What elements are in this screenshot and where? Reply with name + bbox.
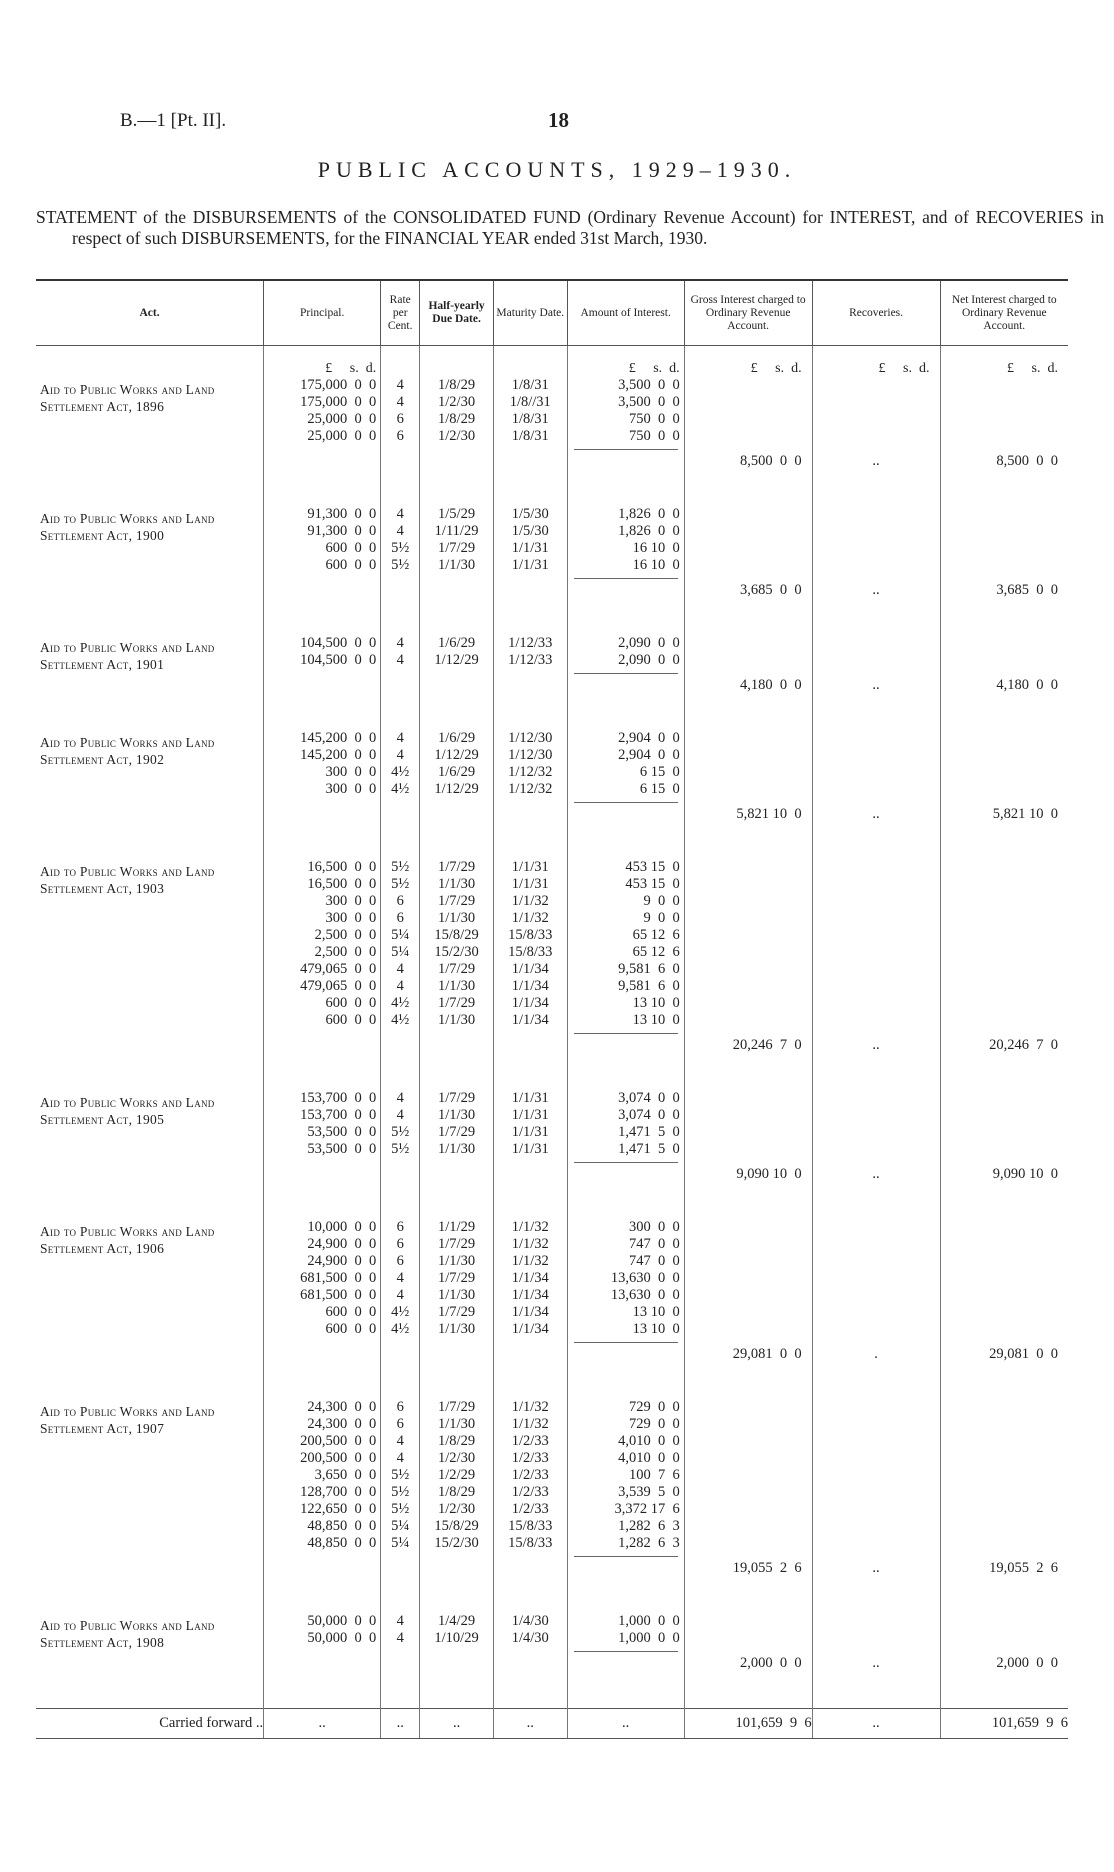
disbursements-table-wrapper xyxy=(36,279,1068,1739)
due-date-values-cell xyxy=(420,377,494,506)
maturity-values: 1/4/30 1/4/30 xyxy=(511,1613,549,1646)
due-date-values: 1/6/29 1/12/29 1/6/29 1/12/29 xyxy=(434,730,479,797)
maturity-values: 1/12/30 1/12/30 1/12/32 1/12/32 xyxy=(508,730,553,797)
recoveries-value-cell xyxy=(812,1399,940,1613)
recoveries-value: .. xyxy=(872,677,880,693)
amount-values-cell xyxy=(567,859,684,1090)
units-principal: £ s. d. xyxy=(264,346,381,378)
due-date-values-cell xyxy=(420,635,494,730)
recoveries-value-cell xyxy=(812,1090,940,1219)
gross-total-cell xyxy=(684,859,812,1090)
amount-values-cell xyxy=(567,730,684,859)
due-date-values: 1/5/29 1/11/29 1/7/29 1/1/30 xyxy=(434,506,479,573)
net-total: 20,246 7 0 xyxy=(989,1037,1058,1053)
subtotal-rule xyxy=(574,1162,678,1163)
maturity-values-cell xyxy=(493,1613,567,1709)
col-recoveries: Recoveries. xyxy=(812,280,940,346)
units-due xyxy=(420,346,494,378)
act-name: Aid to Public Works and Land Settlement Act, 1900 xyxy=(40,511,215,543)
recoveries-value: .. xyxy=(872,582,880,598)
amount-values: 2,904 0 0 2,904 0 0 6 15 0 6 15 0 xyxy=(618,730,680,797)
units-rate xyxy=(381,346,420,378)
principal-values-cell xyxy=(264,730,381,859)
amount-values: 1,826 0 0 1,826 0 0 16 10 0 16 10 0 xyxy=(618,506,680,573)
units-recoveries: £ s. d. xyxy=(812,346,940,378)
principal-values: 91,300 0 0 91,300 0 0 600 0 0 600 0 0 xyxy=(307,506,377,573)
gross-total: 20,246 7 0 xyxy=(732,1037,802,1053)
principal-values: 104,500 0 0 104,500 0 0 xyxy=(300,635,377,668)
due-date-values: 1/6/29 1/12/29 xyxy=(434,635,479,668)
amount-values-cell xyxy=(567,1090,684,1219)
principal-values: 24,300 0 0 24,300 0 0 200,500 0 0 200,500 0 0 3,650 0 0 128,700 0 0 122,650 0 0 48,850 0 0 48,850 0 0 xyxy=(300,1399,377,1551)
act-group-row xyxy=(36,730,1068,859)
subtotal-rule xyxy=(574,1342,678,1343)
cf-gross: 101,659 9 6 xyxy=(684,1709,812,1739)
recoveries-value-cell xyxy=(812,506,940,635)
rate-values: 4 4 5½ 5½ xyxy=(391,1090,410,1157)
act-group-row xyxy=(36,1219,1068,1399)
col-principal: Principal. xyxy=(264,280,381,346)
disbursements-table xyxy=(36,279,1068,1739)
act-name: Aid to Public Works and Land Settlement Act, 1902 xyxy=(40,735,215,767)
maturity-values: 1/8/31 1/8//31 1/8/31 1/8/31 xyxy=(509,377,551,444)
rate-values: 4 4 xyxy=(396,1613,404,1646)
net-total: 5,821 10 0 xyxy=(992,806,1058,822)
principal-values: 153,700 0 0 153,700 0 0 53,500 0 0 53,500 0 0 xyxy=(300,1090,377,1157)
net-total: 4,180 0 0 xyxy=(996,677,1058,693)
gross-total: 2,000 0 0 xyxy=(739,1655,802,1671)
due-date-values-cell xyxy=(420,506,494,635)
recoveries-value-cell xyxy=(812,1613,940,1709)
maturity-values: 1/12/33 1/12/33 xyxy=(508,635,553,668)
recoveries-value: .. xyxy=(872,1655,880,1671)
subtotal-rule xyxy=(574,802,678,803)
act-group-row xyxy=(36,859,1068,1090)
principal-values-cell xyxy=(264,506,381,635)
gross-total: 29,081 0 0 xyxy=(732,1346,802,1362)
gross-total-cell xyxy=(684,635,812,730)
gross-total: 8,500 0 0 xyxy=(739,453,802,469)
act-name: Aid to Public Works and Land Settlement Act, 1905 xyxy=(40,1095,215,1127)
due-date-values: 1/8/29 1/2/30 1/8/29 1/2/30 xyxy=(438,377,476,444)
subtotal-rule xyxy=(574,1033,678,1034)
act-group-row xyxy=(36,1613,1068,1709)
rate-values-cell xyxy=(381,506,420,635)
net-total-cell xyxy=(940,506,1068,635)
units-amount: £ s. d. xyxy=(567,346,684,378)
subtotal-rule xyxy=(574,1556,678,1557)
net-total-cell xyxy=(940,1090,1068,1219)
net-total-cell xyxy=(940,1219,1068,1399)
maturity-values-cell xyxy=(493,506,567,635)
amount-values-cell xyxy=(567,377,684,506)
gross-total-cell xyxy=(684,1399,812,1613)
subtotal-rule xyxy=(574,1651,678,1652)
act-name-cell xyxy=(36,1090,264,1219)
units-maturity xyxy=(493,346,567,378)
principal-values-cell xyxy=(264,859,381,1090)
due-date-values: 1/4/29 1/10/29 xyxy=(434,1613,479,1646)
carried-forward-row xyxy=(36,1709,1068,1739)
rate-values: 4 4 xyxy=(396,635,404,668)
net-total: 2,000 0 0 xyxy=(996,1655,1058,1671)
rate-values-cell xyxy=(381,859,420,1090)
act-name: Aid to Public Works and Land Settlement Act, 1896 xyxy=(40,382,215,414)
recoveries-value-cell xyxy=(812,377,940,506)
amount-values-cell xyxy=(567,1613,684,1709)
net-total: 19,055 2 6 xyxy=(989,1560,1058,1576)
gross-total-cell xyxy=(684,1090,812,1219)
net-total-cell xyxy=(940,635,1068,730)
gross-total: 9,090 10 0 xyxy=(736,1166,802,1182)
cf-principal: .. xyxy=(264,1709,381,1739)
gross-total-cell xyxy=(684,1219,812,1399)
rate-values-cell xyxy=(381,1613,420,1709)
col-rate: Rate per Cent. xyxy=(381,280,420,346)
act-group-row xyxy=(36,506,1068,635)
gross-total: 5,821 10 0 xyxy=(736,806,802,822)
act-name-cell xyxy=(36,1219,264,1399)
act-name-cell xyxy=(36,730,264,859)
principal-values: 145,200 0 0 145,200 0 0 300 0 0 300 0 0 xyxy=(300,730,377,797)
col-due-date: Half-yearly Due Date. xyxy=(420,280,494,346)
act-group-row xyxy=(36,1090,1068,1219)
col-amount: Amount of Interest. xyxy=(567,280,684,346)
recoveries-value: .. xyxy=(872,806,880,822)
amount-values: 1,000 0 0 1,000 0 0 xyxy=(618,1613,680,1646)
amount-values: 2,090 0 0 2,090 0 0 xyxy=(618,635,680,668)
maturity-values: 1/1/32 1/1/32 1/1/32 1/1/34 1/1/34 1/1/34 1/1/34 xyxy=(511,1219,549,1337)
subtotal-rule xyxy=(574,673,678,674)
table-header-row xyxy=(36,280,1068,346)
principal-values: 175,000 0 0 175,000 0 0 25,000 0 0 25,000 0 0 xyxy=(300,377,377,444)
net-total: 8,500 0 0 xyxy=(996,453,1058,469)
page-number: 18 xyxy=(548,108,569,132)
rate-values-cell xyxy=(381,1090,420,1219)
act-name-cell xyxy=(36,1399,264,1613)
col-gross: Gross Interest charged to Ordinary Revenue Account. xyxy=(684,280,812,346)
gross-total: 4,180 0 0 xyxy=(739,677,802,693)
rate-values-cell xyxy=(381,635,420,730)
maturity-values-cell xyxy=(493,377,567,506)
net-total-cell xyxy=(940,730,1068,859)
principal-values: 10,000 0 0 24,900 0 0 24,900 0 0 681,500 0 0 681,500 0 0 600 0 0 600 0 0 xyxy=(300,1219,377,1337)
gross-total: 19,055 2 6 xyxy=(732,1560,802,1576)
amount-values: 729 0 0 729 0 0 4,010 0 0 4,010 0 0 100 7 6 3,539 5 0 3,372 17 6 1,282 6 3 1,282 6 3 xyxy=(614,1399,680,1551)
recoveries-value-cell xyxy=(812,1219,940,1399)
maturity-values: 1/1/31 1/1/31 1/1/32 1/1/32 15/8/33 15/8/33 1/1/34 1/1/34 1/1/34 1/1/34 xyxy=(508,859,553,1028)
amount-values: 3,500 0 0 3,500 0 0 750 0 0 750 0 0 xyxy=(618,377,680,444)
act-name-cell xyxy=(36,377,264,506)
gross-total-cell xyxy=(684,730,812,859)
units-row xyxy=(36,346,1068,378)
units-act xyxy=(36,346,264,378)
net-total: 29,081 0 0 xyxy=(989,1346,1058,1362)
amount-values-cell xyxy=(567,506,684,635)
subtotal-rule xyxy=(574,578,678,579)
subtotal-rule xyxy=(574,449,678,450)
recoveries-value: .. xyxy=(872,453,880,469)
act-name-cell xyxy=(36,859,264,1090)
rate-values-cell xyxy=(381,730,420,859)
amount-values: 300 0 0 747 0 0 747 0 0 13,630 0 0 13,630 0 0 13 10 0 13 10 0 xyxy=(610,1219,680,1337)
rate-values-cell xyxy=(381,377,420,506)
act-name: Aid to Public Works and Land Settlement Act, 1901 xyxy=(40,640,215,672)
act-name: Aid to Public Works and Land Settlement Act, 1903 xyxy=(40,864,215,896)
maturity-values-cell xyxy=(493,859,567,1090)
principal-values: 16,500 0 0 16,500 0 0 300 0 0 300 0 0 2,500 0 0 2,500 0 0 479,065 0 0 479,065 0 0 600 0 0 600 0 0 xyxy=(300,859,377,1028)
maturity-values: 1/1/31 1/1/31 1/1/31 1/1/31 xyxy=(511,1090,549,1157)
principal-values: 50,000 0 0 50,000 0 0 xyxy=(307,1613,377,1646)
principal-values-cell xyxy=(264,377,381,506)
cf-amount: .. xyxy=(567,1709,684,1739)
due-date-values-cell xyxy=(420,859,494,1090)
net-total-cell xyxy=(940,377,1068,506)
gross-total-cell xyxy=(684,1613,812,1709)
cf-recoveries: .. xyxy=(812,1709,940,1739)
due-date-values-cell xyxy=(420,1399,494,1613)
due-date-values-cell xyxy=(420,1219,494,1399)
cf-due: .. xyxy=(420,1709,494,1739)
carried-forward-label: Carried forward .. xyxy=(36,1709,264,1739)
amount-values-cell xyxy=(567,635,684,730)
net-total: 9,090 10 0 xyxy=(992,1166,1058,1182)
col-maturity: Maturity Date. xyxy=(493,280,567,346)
due-date-values-cell xyxy=(420,1613,494,1709)
act-name-cell xyxy=(36,1613,264,1709)
act-group-row xyxy=(36,1399,1068,1613)
gross-total: 3,685 0 0 xyxy=(739,582,802,598)
recoveries-value-cell xyxy=(812,730,940,859)
page-title: PUBLIC ACCOUNTS, 1929–1930. xyxy=(317,157,797,182)
rate-values: 4 4 4½ 4½ xyxy=(391,730,410,797)
net-total: 3,685 0 0 xyxy=(996,582,1058,598)
act-group-row xyxy=(36,377,1068,506)
rate-values: 6 6 4 4 5½ 5½ 5½ 5¼ 5¼ xyxy=(391,1399,410,1551)
amount-values: 453 15 0 453 15 0 9 0 0 9 0 0 65 12 6 65 12 6 9,581 6 0 9,581 6 0 13 10 0 13 10 0 xyxy=(618,859,680,1028)
col-net: Net Interest charged to Ordinary Revenue Account. xyxy=(940,280,1068,346)
maturity-values-cell xyxy=(493,635,567,730)
gross-total-cell xyxy=(684,506,812,635)
due-date-values: 1/1/29 1/7/29 1/1/30 1/7/29 1/1/30 1/7/29 1/1/30 xyxy=(438,1219,476,1337)
due-date-values-cell xyxy=(420,1090,494,1219)
units-gross: £ s. d. xyxy=(684,346,812,378)
recoveries-value: .. xyxy=(872,1166,880,1182)
principal-values-cell xyxy=(264,1399,381,1613)
maturity-values: 1/5/30 1/5/30 1/1/31 1/1/31 xyxy=(511,506,549,573)
net-total-cell xyxy=(940,1399,1068,1613)
gross-total-cell xyxy=(684,377,812,506)
principal-values-cell xyxy=(264,1090,381,1219)
act-name: Aid to Public Works and Land Settlement Act, 1908 xyxy=(40,1618,215,1650)
act-name-cell xyxy=(36,506,264,635)
due-date-values: 1/7/29 1/1/30 1/7/29 1/1/30 15/8/29 15/2/30 1/7/29 1/1/30 1/7/29 1/1/30 xyxy=(434,859,479,1028)
act-name: Aid to Public Works and Land Settlement Act, 1906 xyxy=(40,1224,215,1256)
amount-values-cell xyxy=(567,1219,684,1399)
maturity-values-cell xyxy=(493,1090,567,1219)
act-name-cell xyxy=(36,635,264,730)
act-name: Aid to Public Works and Land Settlement Act, 1907 xyxy=(40,1404,215,1436)
cf-net: 101,659 9 6 xyxy=(940,1709,1068,1739)
maturity-values: 1/1/32 1/1/32 1/2/33 1/2/33 1/2/33 1/2/33 1/2/33 15/8/33 15/8/33 xyxy=(508,1399,553,1551)
recoveries-value-cell xyxy=(812,859,940,1090)
due-date-values: 1/7/29 1/1/30 1/7/29 1/1/30 xyxy=(438,1090,476,1157)
cf-maturity: .. xyxy=(493,1709,567,1739)
principal-values-cell xyxy=(264,635,381,730)
rate-values: 4 4 6 6 xyxy=(396,377,404,444)
rate-values-cell xyxy=(381,1399,420,1613)
rate-values: 4 4 5½ 5½ xyxy=(391,506,410,573)
due-date-values: 1/7/29 1/1/30 1/8/29 1/2/30 1/2/29 1/8/29 1/2/30 15/8/29 15/2/30 xyxy=(434,1399,479,1551)
recoveries-value: .. xyxy=(872,1037,880,1053)
recoveries-value-cell xyxy=(812,635,940,730)
units-net: £ s. d. xyxy=(940,346,1068,378)
col-act: Act. xyxy=(36,280,264,346)
act-group-row xyxy=(36,635,1068,730)
net-total-cell xyxy=(940,859,1068,1090)
rate-values: 6 6 6 4 4 4½ 4½ xyxy=(391,1219,410,1337)
recoveries-value: .. xyxy=(872,1560,880,1576)
document-reference: B.—1 [Pt. II]. xyxy=(120,110,227,131)
rate-values-cell xyxy=(381,1219,420,1399)
net-total-cell xyxy=(940,1613,1068,1709)
maturity-values-cell xyxy=(493,730,567,859)
rate-values: 5½ 5½ 6 6 5¼ 5¼ 4 4 4½ 4½ xyxy=(391,859,410,1028)
amount-values-cell xyxy=(567,1399,684,1613)
amount-values: 3,074 0 0 3,074 0 0 1,471 5 0 1,471 5 0 xyxy=(618,1090,680,1157)
principal-values-cell xyxy=(264,1219,381,1399)
maturity-values-cell xyxy=(493,1399,567,1613)
statement-heading: STATEMENT of the DISBURSEMENTS of the CONSOLIDATED FUND (Ordinary Revenue Account) for INTEREST, and of RECOVERIES in respect of such DISBURSEMENTS, for the FINANCIAL YEAR ended 31st March, 1930. xyxy=(36,207,1104,248)
recoveries-value: . xyxy=(874,1346,878,1362)
maturity-values-cell xyxy=(493,1219,567,1399)
principal-values-cell xyxy=(264,1613,381,1709)
due-date-values-cell xyxy=(420,730,494,859)
cf-rate: .. xyxy=(381,1709,420,1739)
